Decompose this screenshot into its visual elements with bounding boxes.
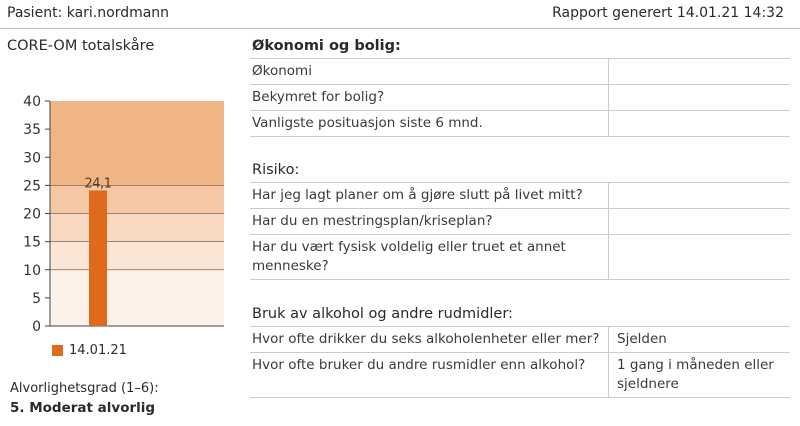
- report-timestamp: Rapport generert 14.01.21 14:32: [552, 5, 784, 21]
- core-om-chart: [0, 88, 235, 338]
- table-row: [250, 111, 790, 137]
- section-title: Økonomi og bolig:: [252, 38, 401, 54]
- severity-band: [50, 185, 224, 213]
- answer-cell: [609, 85, 791, 111]
- table-row: [250, 85, 790, 111]
- question-table: [250, 182, 790, 280]
- question-cell: Bekymret for bolig?: [250, 85, 609, 111]
- question-cell: Hvor ofte drikker du seks alkoholenheter eller mer?: [250, 327, 609, 353]
- section-risk: [250, 162, 790, 280]
- chart-title: CORE-OM totalskåre: [7, 38, 155, 54]
- section-economy: [250, 38, 790, 137]
- answer-cell: Sjelden: [617, 331, 667, 347]
- table-row: [250, 209, 790, 235]
- table-row: [250, 59, 790, 85]
- y-tick-label: 20: [23, 206, 41, 223]
- bar-value-label: 24,1: [84, 176, 112, 192]
- question-table: [250, 58, 790, 137]
- y-tick-label: 40: [23, 94, 41, 110]
- question-table: [250, 326, 790, 398]
- section-alcohol: [250, 306, 790, 398]
- answer-cell: [609, 209, 791, 235]
- answer-cell: [609, 183, 791, 209]
- severity-band: [50, 242, 224, 270]
- legend-label: 14.01.21: [69, 343, 127, 358]
- header-divider: [0, 28, 800, 29]
- y-tick-label: 0: [32, 319, 41, 335]
- table-row: [250, 235, 790, 280]
- question-cell: Har du vært fysisk voldelig eller truet et annet menneske?: [250, 235, 609, 280]
- question-cell: Har jeg lagt planer om å gjøre slutt på livet mitt?: [250, 183, 609, 209]
- question-cell: Hvor ofte bruker du andre rusmidler enn alkohol?: [250, 353, 609, 398]
- y-tick-label: 10: [23, 262, 41, 279]
- severity-band: [50, 101, 224, 185]
- severity-value: 5. Moderat alvorlig: [10, 400, 156, 416]
- answer-cell: [609, 235, 791, 280]
- answer-cell: [609, 59, 791, 85]
- y-tick-label: 35: [23, 122, 41, 139]
- section-title: Bruk av alkohol og andre rudmidler:: [252, 306, 513, 322]
- y-tick-label: 5: [32, 290, 41, 307]
- table-row: [250, 183, 790, 209]
- y-tick-label: 25: [23, 178, 41, 195]
- section-title: Risiko:: [252, 162, 300, 178]
- severity-band: [50, 270, 224, 326]
- legend-swatch: [52, 345, 63, 356]
- y-tick-label: 30: [23, 150, 41, 167]
- severity-band: [50, 214, 224, 242]
- patient-name: Pasient: kari.nordmann: [7, 5, 170, 21]
- question-cell: Vanligste posituasjon siste 6 mnd.: [250, 111, 609, 137]
- chart-legend: [52, 343, 127, 358]
- answer-cell: 1 gang i måneden eller sjeldnere: [617, 357, 774, 392]
- question-cell: Økonomi: [250, 59, 609, 85]
- table-row: [250, 327, 790, 353]
- answer-cell: [609, 111, 791, 137]
- question-cell: Har du en mestringsplan/kriseplan?: [250, 209, 609, 235]
- bar-core-om: [89, 190, 107, 326]
- severity-label: Alvorlighetsgrad (1–6):: [10, 381, 159, 396]
- y-tick-label: 15: [23, 234, 41, 251]
- table-row: [250, 353, 790, 398]
